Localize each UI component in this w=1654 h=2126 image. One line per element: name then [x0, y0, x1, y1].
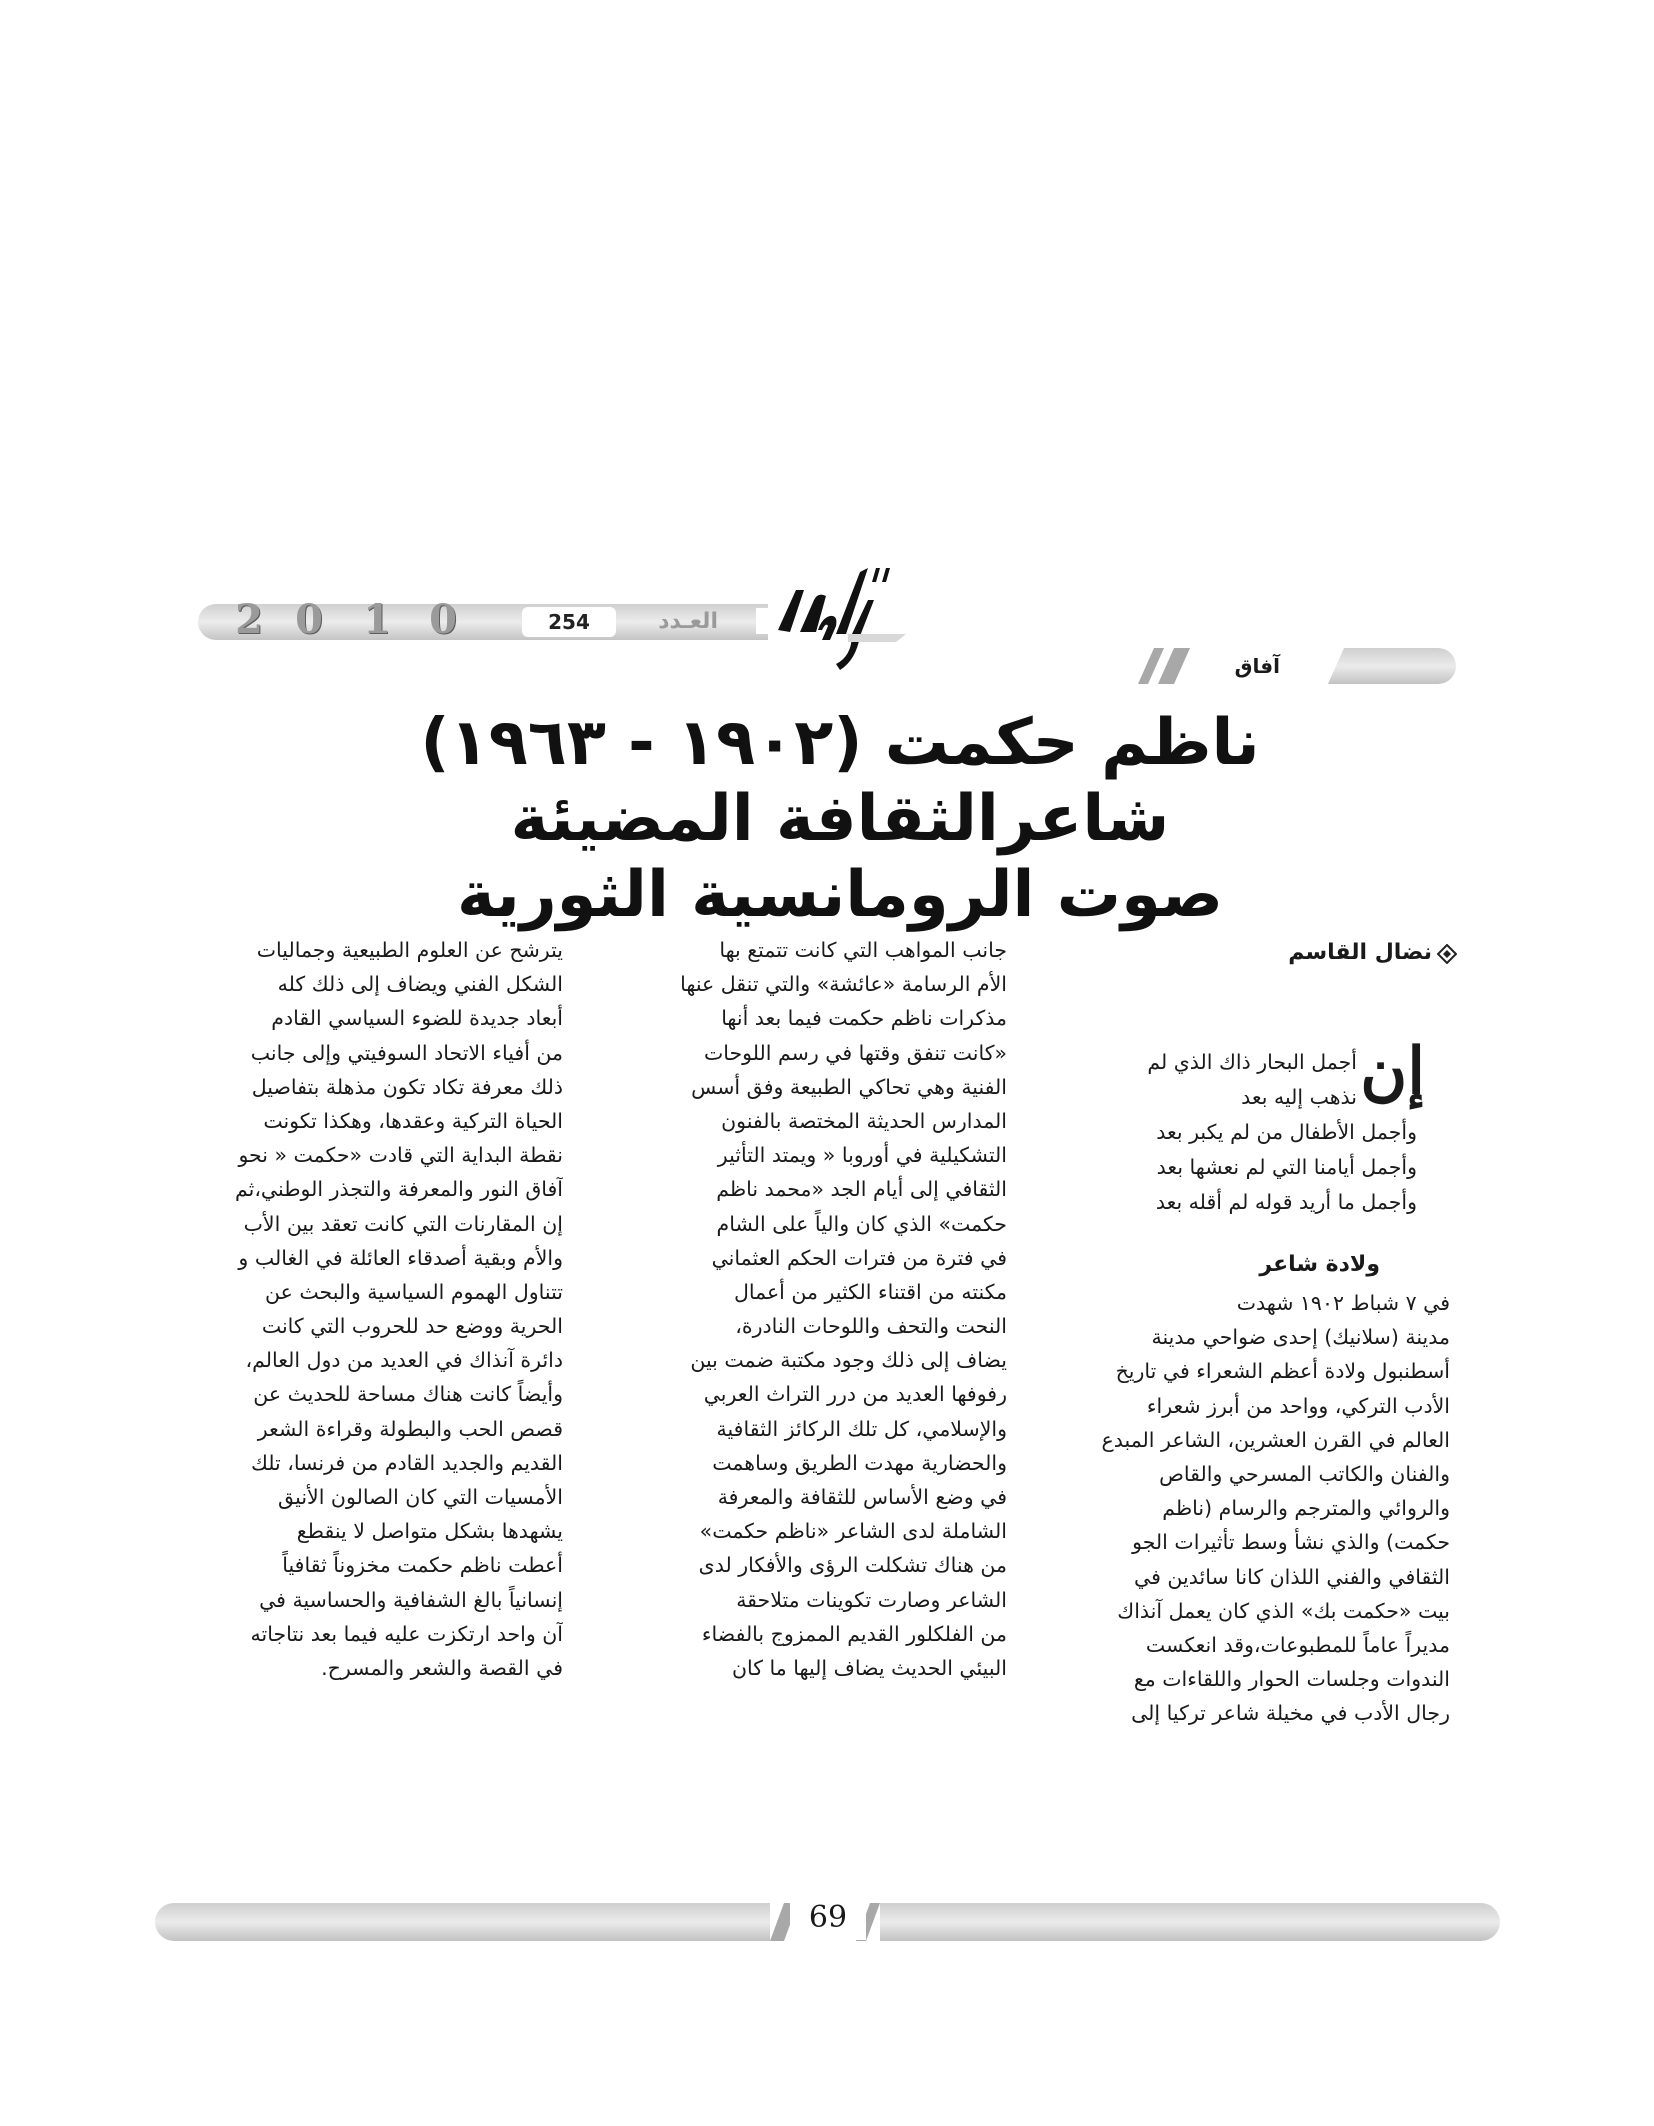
column-middle — [632, 933, 1007, 1685]
text-line: الأدب التركي، وواحد من أبرز شعراء — [1146, 1393, 1450, 1418]
text-line: رجال الأدب في مخيلة شاعر تركيا إلى — [1131, 1701, 1450, 1726]
text-line: يضاف إلى ذلك وجود مكتبة ضمت بين — [690, 1348, 1007, 1373]
text-line: جانب المواهب التي كانت تتمتع بها — [719, 938, 1007, 962]
poem-line: وأجمل الأطفال من لم يكبر بعد — [1156, 1120, 1417, 1144]
article-title-line-2: شاعرالثقافة المضيئة — [510, 782, 1170, 856]
year-digit: 0 — [429, 596, 457, 643]
article-title-line-1: ناظم حكمت (١٩٠٢ - ١٩٦٣) — [420, 706, 1260, 780]
issue-number: 254 — [522, 607, 616, 637]
text-line: مدينة (سلانيك) إحدى ضواحي مدينة — [1151, 1325, 1450, 1350]
text-line: الثقافي والفني اللذان كانا سائدين في — [1134, 1564, 1450, 1589]
text-line: مديراً عاماً للمطبوعات،وقد انعكست — [1145, 1632, 1450, 1657]
text-line: الأمسيات التي كان الصالون الأنيق — [278, 1485, 563, 1509]
text-line: تتناول الهموم السياسية والبحث عن — [265, 1279, 563, 1304]
text-line: نقطة البداية التي قادت «حكمت « نحو — [238, 1143, 563, 1168]
text-line: الفنية وهي تحاكي الطبيعة وفق أسس — [691, 1074, 1007, 1099]
author-name: نضال القاسم — [1288, 940, 1432, 965]
text-line: قصص الحب والبطولة وقراءة الشعر — [257, 1416, 563, 1441]
text-line: آن واحد ارتكزت عليه فيما بعد نتاجاته — [250, 1621, 563, 1646]
year-digit: 0 — [295, 596, 323, 643]
section-band-edge — [1320, 648, 1360, 684]
text-line: الشاملة لدى الشاعر «ناظم حكمت» — [699, 1519, 1007, 1544]
text-line: إنسانياً بالغ الشفافية والحساسية في — [259, 1587, 563, 1612]
section-subheading: ولادة شاعر — [1259, 1252, 1380, 1277]
poem-line: وأجمل ما أريد قوله لم أقله بعد — [1155, 1190, 1417, 1214]
text-line: أعطت ناظم حكمت مخزوناً ثقافياً — [282, 1553, 563, 1578]
text-line: في ٧ شباط ١٩٠٢ شهدت — [1236, 1291, 1450, 1315]
text-line: من أفياء الاتحاد السوفيتي وإلى جانب — [250, 1040, 563, 1065]
text-line: البيئي الحديث يضاف إليها ما كان — [731, 1655, 1007, 1680]
text-line: المدارس الحديثة المختصة بالفنون — [721, 1108, 1007, 1133]
text-line: الندوات وجلسات الحوار واللقاءات مع — [1133, 1667, 1450, 1692]
text-line: النحت والتحف واللوحات النادرة، — [735, 1314, 1007, 1339]
text-line: «كانت تنفق وقتها في رسم اللوحات — [703, 1040, 1007, 1065]
poem-dropcap: إن — [1360, 1034, 1425, 1109]
text-line: من هناك تشكلت الرؤى والأفكار لدى — [698, 1553, 1007, 1578]
text-line: الثقافي إلى أيام الجد «محمد ناظم — [716, 1177, 1007, 1202]
year-digit: 1 — [363, 596, 391, 643]
column-left — [195, 933, 563, 1685]
text-line: يترشح عن العلوم الطبيعية وجماليات — [256, 938, 563, 962]
text-line: الشكل الفني ويضاف إلى ذلك كله — [277, 972, 563, 997]
text-line: آفاق النور والمعرفة والتجذر الوطني،ثم — [234, 1177, 563, 1202]
section-label: آفاق — [1234, 654, 1280, 678]
text-line: مذكرات ناظم حكمت فيما بعد أنها — [721, 1006, 1007, 1031]
text-line: الأم الرسامة «عائشة» والتي تنقل عنها — [680, 972, 1007, 997]
poem-line: نذهب إليه بعد — [1241, 1085, 1357, 1109]
text-line: ذلك معرفة تكاد تكون مذهلة بتفاصيل — [251, 1074, 563, 1099]
text-line: والإسلامي، كل تلك الركائز الثقافية — [716, 1416, 1007, 1441]
text-line: دائرة آنذاك في العديد من دول العالم، — [245, 1348, 563, 1373]
text-line: من الفلكلور القديم الممزوج بالفضاء — [701, 1621, 1007, 1646]
text-line: حكمت) والذي نشأ وسط تأثيرات الجو — [1132, 1530, 1450, 1555]
year-digit: 2 — [235, 596, 263, 643]
text-line: الشاعر وصارت تكوينات متلاحقة — [736, 1587, 1007, 1612]
text-line: والروائي والمترجم والرسام (ناظم — [1162, 1496, 1450, 1521]
text-line: حكمت» الذي كان والياً على الشام — [716, 1211, 1007, 1236]
text-line: يشهدها بشكل متواصل لا ينقطع — [296, 1519, 563, 1544]
text-line: بيت «حكمت بك» الذي كان يعمل آنذاك — [1117, 1598, 1450, 1623]
poem-line: وأجمل أيامنا التي لم نعشها بعد — [1156, 1155, 1417, 1179]
text-line: الحياة التركية وعقدها، وهكذا تكونت — [263, 1108, 563, 1133]
text-line: والأم وبقية أصدقاء العائلة في الغالب و — [238, 1245, 563, 1270]
magazine-logo — [756, 560, 906, 680]
poem-line: أجمل البحار ذاك الذي لم — [1147, 1050, 1357, 1074]
text-line: والفنان والكاتب المسرحي والقاص — [1159, 1461, 1450, 1486]
text-line: والحضارية مهدت الطريق وساهمت — [712, 1450, 1007, 1475]
article-title-line-3: صوت الرومانسية الثورية — [456, 858, 1224, 932]
text-line: العالم في القرن العشرين، الشاعر المبدع — [1101, 1427, 1450, 1452]
text-line: رفوفها العديد من درر التراث العربي — [703, 1382, 1007, 1407]
text-line: التشكيلية في أوروبا « ويمتد التأثير — [717, 1143, 1007, 1168]
footer-band-left — [155, 1903, 785, 1941]
text-line: أسطنبول ولادة أعظم الشعراء في تاريخ — [1115, 1359, 1450, 1384]
header-slashes — [1090, 648, 1200, 684]
text-line: مكنته من اقتناء الكثير من أعمال — [733, 1279, 1007, 1304]
footer-band-right — [868, 1903, 1500, 1941]
text-line: الحرية ووضع حد للحروب التي كانت — [261, 1314, 563, 1339]
text-line: أبعاد جديدة للضوء السياسي القادم — [271, 1006, 563, 1031]
text-line: القديم والجديد القادم من فرنسا، تلك — [250, 1450, 563, 1475]
page-number: 69 — [790, 1896, 866, 1940]
text-line: في فترة من فترات الحكم العثماني — [711, 1245, 1007, 1270]
text-line: في وضع الأساس للثقافة والمعرفة — [717, 1485, 1007, 1509]
issue-label: العـدد — [658, 609, 718, 634]
text-line: إن المقارنات التي كانت تعقد بين الأب — [243, 1211, 563, 1236]
text-line: وأيضاً كانت هناك مساحة للحديث عن — [253, 1382, 563, 1407]
diamond-bullet-icon — [1437, 944, 1457, 964]
column-right — [1080, 1286, 1450, 1730]
text-line: في القصة والشعر والمسرح. — [321, 1655, 563, 1680]
